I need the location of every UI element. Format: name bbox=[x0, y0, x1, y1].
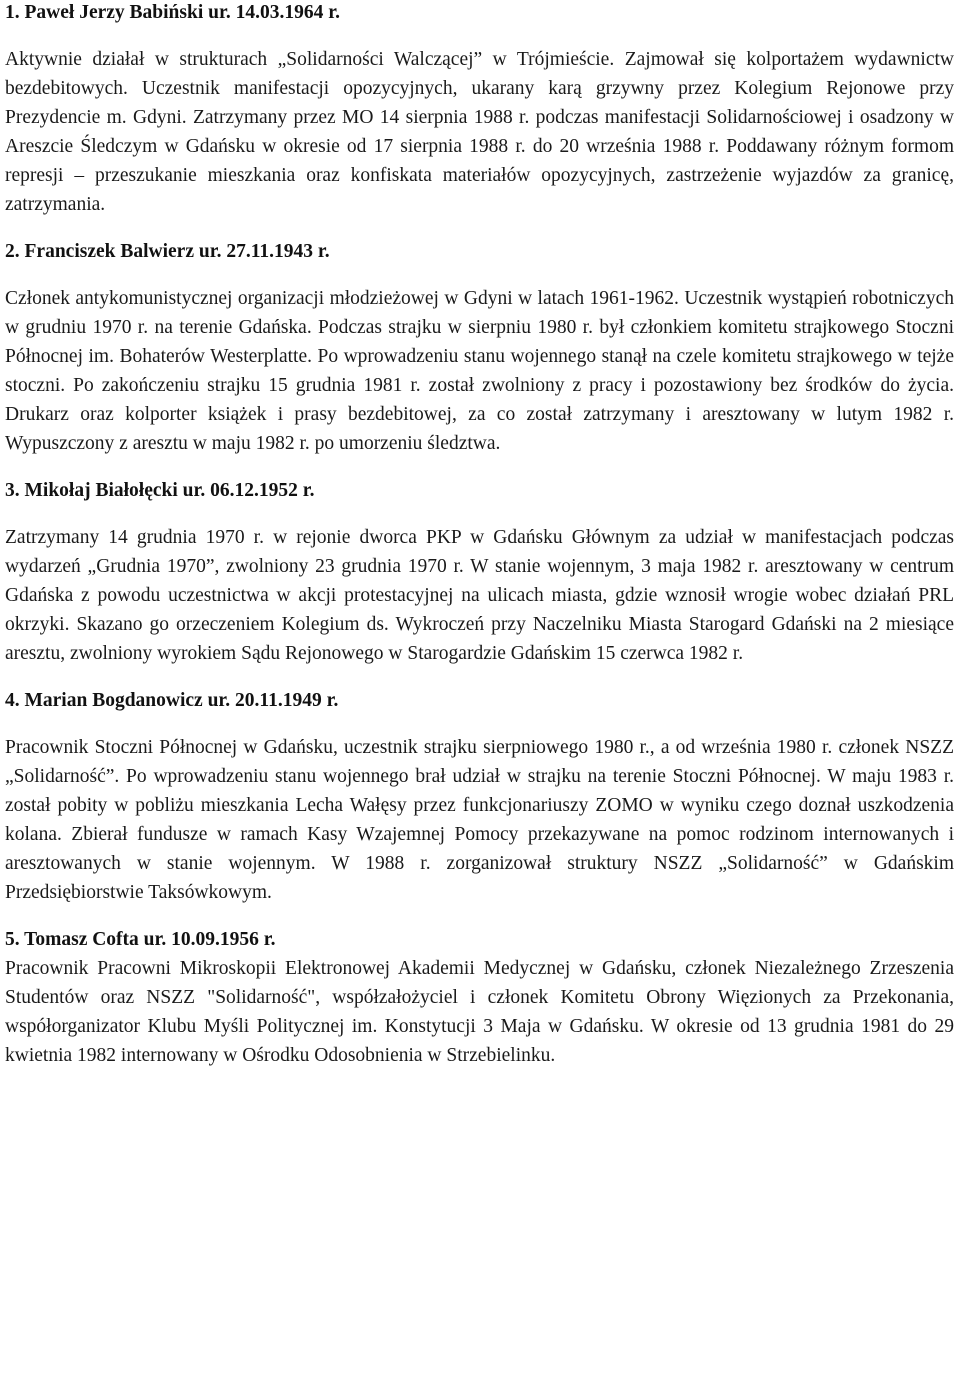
document-page bbox=[5, 0, 954, 1070]
entry-title: 5. Tomasz Cofta ur. 10.09.1956 r. bbox=[5, 929, 276, 950]
entry-cofta bbox=[5, 925, 954, 1070]
entry-body: Członek antykomunistycznej organizacji młodzieżowej w Gdyni w latach 1961-1962. Uczestnik wystąpień robotniczych w grudniu 1970 r. na terenie Gdańska. Podczas strajku w sierpniu 1980 r. był członkiem komitetu strajkowego Stoczni Północnej im. Bohaterów Westerplatte. Po wprowadzeniu stanu wojennego stanął na czele komitetu strajkowego w tejże stoczni. Po zakończeniu strajku 15 grudnia 1981 r. został zwolniony z pracy i pozostawiony bez środków do życia. Drukarz oraz kolporter książek i prasy bezdebitowej, za co został zatrzymany i aresztowany w lutym 1982 r. Wypuszczony z aresztu w maju 1982 r. po umorzeniu śledztwa. bbox=[5, 288, 954, 454]
entry-bogdanowicz bbox=[5, 686, 954, 907]
entry-body: Pracownik Stoczni Północnej w Gdańsku, uczestnik strajku sierpniowego 1980 r., a od września 1980 r. członek NSZZ „Solidarność”. Po wprowadzeniu stanu wojennego brał udział w strajku na terenie Stoczni Północnej. W maju 1983 r. został pobity w pobliżu mieszkania Lecha Wałęsy przez funkcjonariuszy ZOMO w wyniku czego doznał uszkodzenia kolana. Zbierał fundusze w ramach Kasy Wzajemnej Pomocy przekazywane na pomoc rodzinom internowanych i aresztowanych w stanie wojennym. W 1988 r. zorganizował struktury NSZZ „Solidarność” w Gdańskim Przedsiębiorstwie Taksówkowym. bbox=[5, 737, 954, 903]
entry-title: 3. Mikołaj Białołęcki ur. 06.12.1952 r. bbox=[5, 480, 315, 501]
entry-body: Zatrzymany 14 grudnia 1970 r. w rejonie dworca PKP w Gdańsku Głównym za udział w manifestacjach podczas wydarzeń „Grudnia 1970”, zwolniony 23 grudnia 1970 r. W stanie wojennym, 3 maja 1982 r. aresztowany w centrum Gdańska z powodu uczestnictwa w akcji protestacyjnej na ulicach miasta, gdzie wznosił wrogie wobec działań PRL okrzyki. Skazano go orzeczeniem Kolegium ds. Wykroczeń przy Naczelniku Miasta Starogard Gdański na 2 miesiące aresztu, zwolniony wyrokiem Sądu Rejonowego w Starogardzie Gdańskim 15 czerwca 1982 r. bbox=[5, 527, 954, 664]
entry-title: 1. Paweł Jerzy Babiński ur. 14.03.1964 r. bbox=[5, 2, 340, 23]
entry-title: 4. Marian Bogdanowicz ur. 20.11.1949 r. bbox=[5, 690, 339, 711]
entry-babinski bbox=[5, 0, 954, 219]
entry-title: 2. Franciszek Balwierz ur. 27.11.1943 r. bbox=[5, 241, 330, 262]
entry-bialolecki bbox=[5, 476, 954, 668]
entry-body: Aktywnie działał w strukturach „Solidarności Walczącej” w Trójmieście. Zajmował się kolportażem wydawnictw bezdebitowych. Uczestnik manifestacji opozycyjnych, ukarany karą grzywny przez Kolegium Rejonowe przy Prezydencie m. Gdyni. Zatrzymany przez MO 14 sierpnia 1988 r. podczas manifestacji Solidarnościowej i osadzony w Areszcie Śledczym w Gdańsku w okresie od 17 sierpnia 1988 r. do 20 września 1988 r. Poddawany różnym formom represji – przeszukanie mieszkania oraz konfiskata materiałów opozycyjnych, zastrzeżenie wyjazdów za granicę, zatrzymania. bbox=[5, 49, 954, 215]
entry-body: Pracownik Pracowni Mikroskopii Elektronowej Akademii Medycznej w Gdańsku, członek Niezależnego Zrzeszenia Studentów oraz NSZZ "Solidarność", współzałożyciel i członek Komitetu Obrony Więzionych za Przekonania, współorganizator Klubu Myśli Politycznej im. Konstytucji 3 Maja w Gdańsku. W okresie od 13 grudnia 1981 do 29 kwietnia 1982 internowany w Ośrodku Odosobnienia w Strzebielinku. bbox=[5, 958, 954, 1066]
entry-balwierz bbox=[5, 237, 954, 458]
